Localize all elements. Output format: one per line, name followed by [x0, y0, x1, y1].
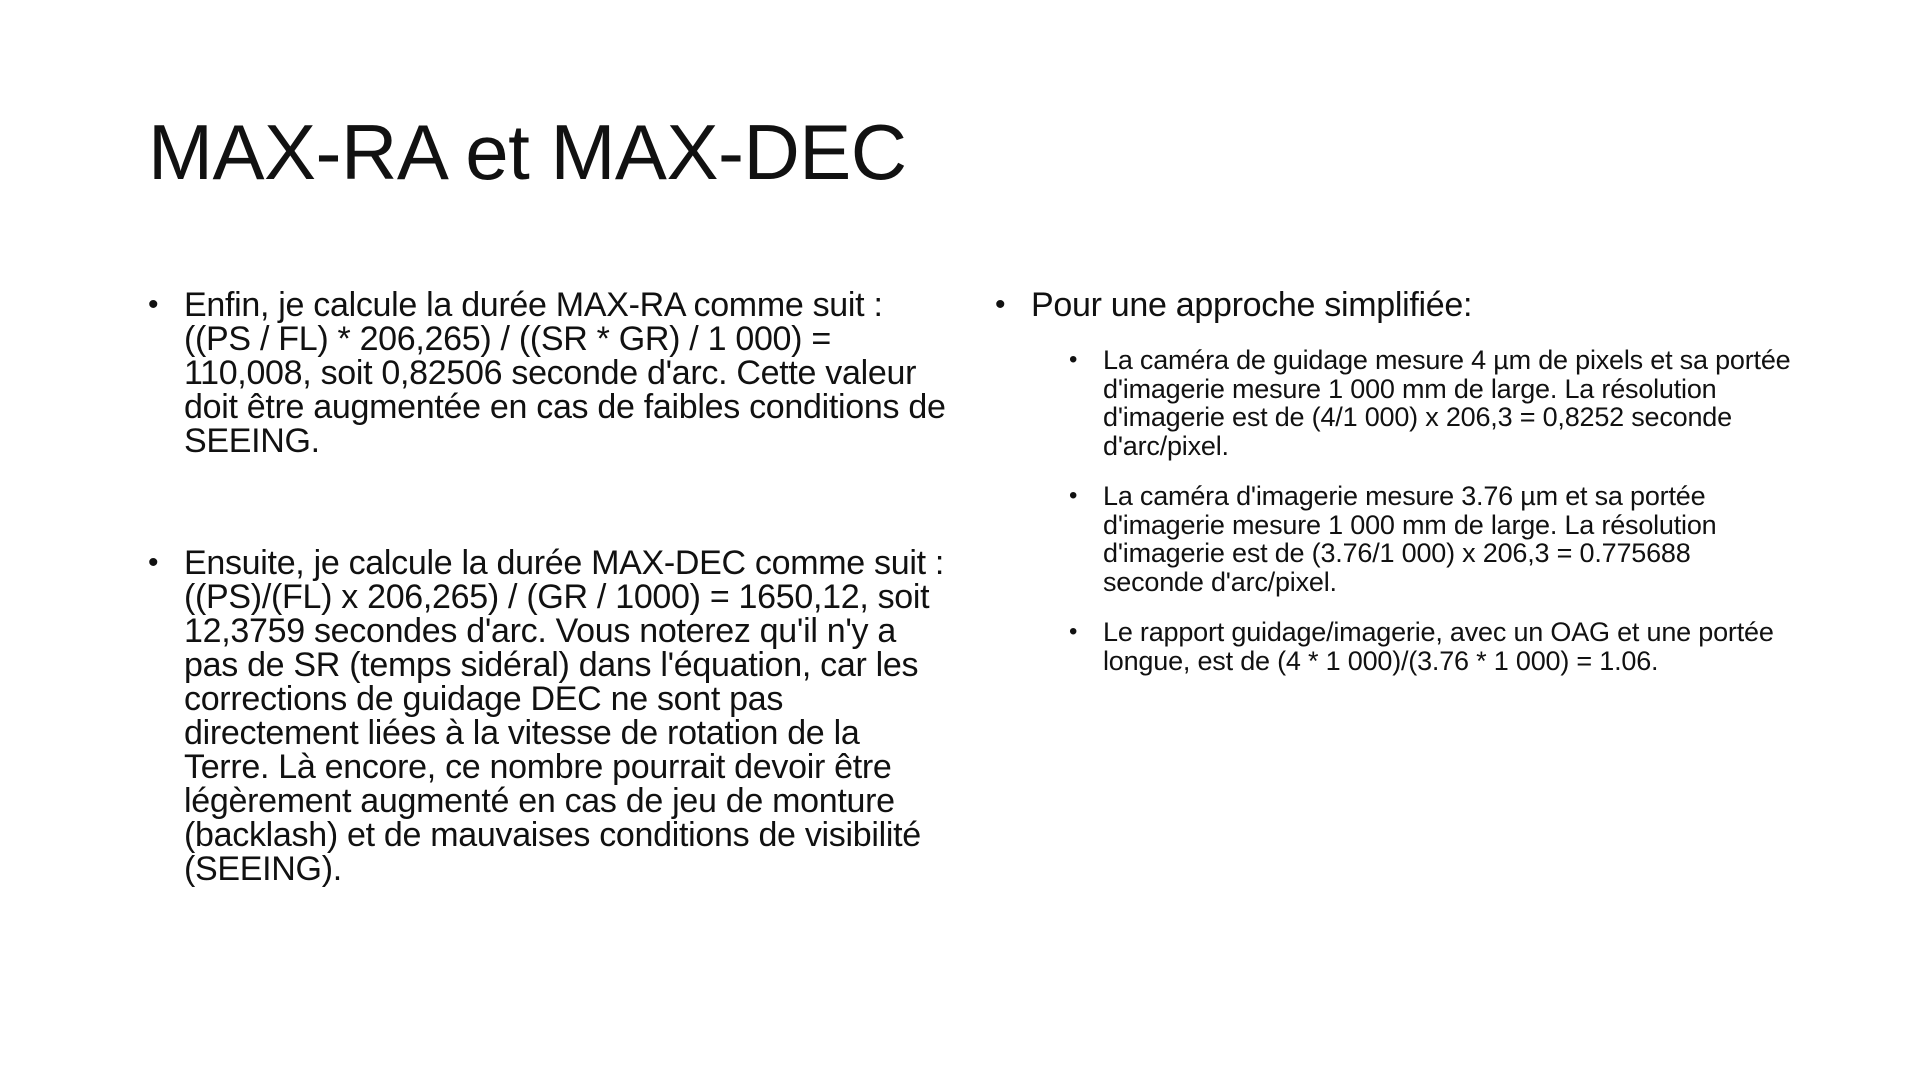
bullet-item-max-ra [148, 288, 948, 458]
right-column [995, 288, 1795, 697]
sub-bullet-text: Le rapport guidage/imagerie, avec un OAG et une portée longue, est de (4 * 1 000)/(3.76 * 1 000) = 1.06. [1103, 617, 1774, 676]
slide-title: MAX-RA et MAX-DEC [148, 108, 907, 196]
sub-bullet-icon: • [1069, 618, 1078, 645]
bullet-icon: • [995, 288, 1006, 321]
bullet-text: Enfin, je calcule la durée MAX-RA comme suit : ((PS / FL) * 206,265) / ((SR * GR) / 1 000) = 110,008, soit 0,82506 seconde d'arc. Cette valeur doit être augmentée en cas de faibles conditions de SEEING. [184, 286, 946, 460]
bullet-icon: • [148, 546, 159, 579]
bullet-icon: • [148, 288, 159, 321]
sub-bullet-item-guide-ratio [1069, 618, 1795, 675]
bullet-item-simplified-approach [995, 288, 1795, 322]
sub-bullet-icon: • [1069, 346, 1078, 373]
sub-bullet-item-guide-camera [1069, 346, 1795, 460]
bullet-text: Ensuite, je calcule la durée MAX-DEC comme suit : ((PS)/(FL) x 206,265) / (GR / 1000) = 1650,12, soit 12,3759 secondes d'arc. Vous noterez qu'il n'y a pas de SR (temps sidéral) dans l'équation, car les corrections de guidage DEC ne sont pas directement liées à la vitesse de rotation de la Terre. Là encore, ce nombre pourrait devoir être légèrement augmenté en cas de jeu de monture (backlash) et de mauvaises conditions de visibilité (SEEING). [184, 544, 945, 888]
sub-bullet-list [995, 346, 1795, 675]
bullet-item-max-dec [148, 546, 948, 886]
sub-bullet-icon: • [1069, 482, 1078, 509]
bullet-heading-text: Pour une approche simplifiée: [1031, 286, 1473, 324]
sub-bullet-text: La caméra de guidage mesure 4 µm de pixels et sa portée d'imagerie mesure 1 000 mm de large. La résolution d'imagerie est de (4/1 000) x 206,3 = 0,8252 seconde d'arc/pixel. [1103, 345, 1791, 461]
sub-bullet-item-imaging-camera [1069, 482, 1795, 596]
left-column [148, 288, 948, 886]
sub-bullet-text: La caméra d'imagerie mesure 3.76 µm et sa portée d'imagerie mesure 1 000 mm de large. La résolution d'imagerie est de (3.76/1 000) x 206,3 = 0.775688 seconde d'arc/pixel. [1103, 481, 1717, 597]
